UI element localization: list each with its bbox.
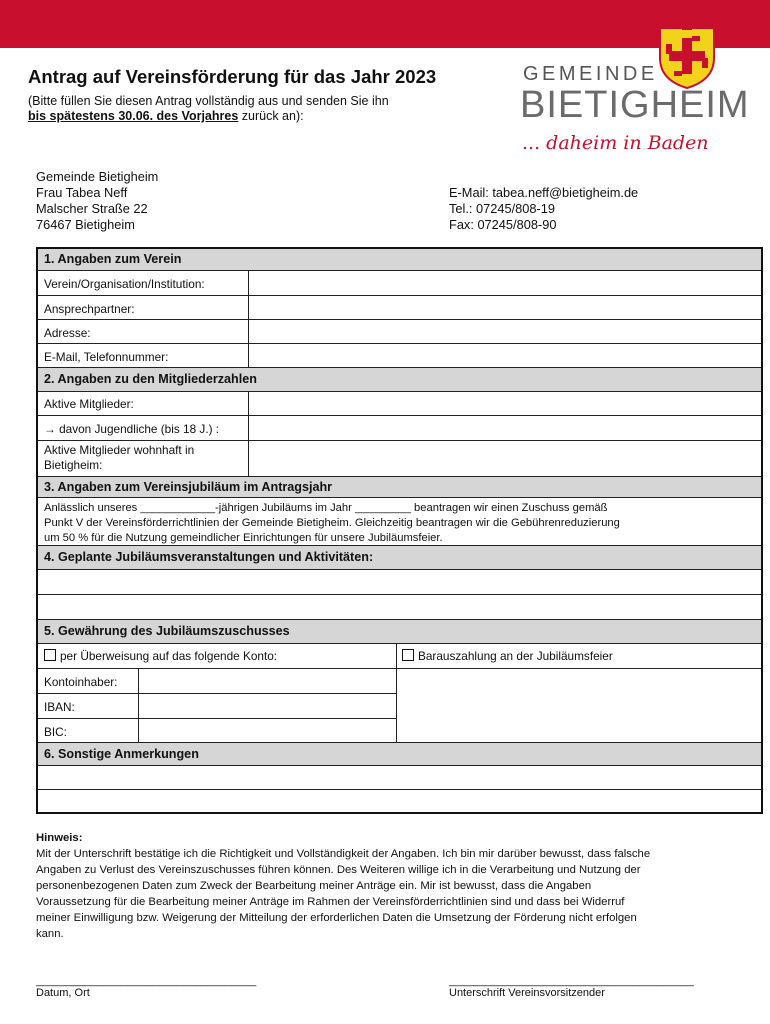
notice-line: meiner Einwilligung bzw. Weigerung der Mitteilung der erforderlichen Daten die Umsetzung der Förderung nicht erfolgen [36, 912, 637, 924]
iban-input[interactable] [139, 694, 396, 718]
address-line: Frau Tabea Neff [36, 185, 128, 200]
notice-line: Angaben zu Verlust des Vereinszuschusses führen können. Des Weiteren willige ich in die Verarbeitung und Nutzung der [36, 864, 641, 876]
wohnhaft-input[interactable] [249, 441, 761, 476]
intro-line: (Bitte füllen Sie diesen Antrag vollständig aus und senden Sie ihn [28, 94, 389, 108]
signature-chairman [449, 975, 694, 999]
section-2-header: 2. Angaben zu den Mitgliederzahlen [38, 368, 761, 392]
field-label: Aktive Mitglieder: [44, 397, 134, 411]
notice-block [36, 830, 733, 942]
field-wohnhaft-row [38, 441, 761, 477]
kontoinhaber-label: Kontoinhaber: [44, 675, 118, 689]
field-label: Verein/Organisation/Institution: [44, 277, 205, 291]
text-line: um 50 % für die Nutzung gemeindlicher Einrichtungen für unsere Jubiläumsfeier. [44, 532, 443, 544]
recipient-address [36, 169, 158, 233]
field-label [44, 443, 194, 473]
application-form [36, 247, 763, 814]
section-3-header: 3. Angaben zum Vereinsjubiläum im Antragsjahr [38, 477, 761, 498]
option-transfer-label: per Überweisung auf das folgende Konto: [60, 649, 278, 663]
contact-tel: Tel.: 07245/808-19 [449, 201, 556, 216]
top-red-bar [0, 0, 770, 48]
field-aktive-row [38, 392, 761, 416]
signature-label: Unterschrift Vereinsvorsitzender [449, 987, 605, 999]
remarks-input-1[interactable] [38, 766, 761, 790]
logo-name: BIETIGHEIM [520, 84, 750, 126]
intro-deadline: bis spätestens 30.06. des Vorjahres [28, 109, 239, 123]
logo-gemeinde: GEMEINDE [523, 63, 658, 85]
text-line: Punkt V der Vereinsförderrichtlinien der Gemeinde Bietigheim. Gleichzeitig beantragen wir die Gebührenreduzierung [44, 517, 620, 529]
remarks-input-2[interactable] [38, 790, 761, 812]
address-line: Malscher Straße 22 [36, 201, 148, 216]
activities-input-1[interactable] [38, 570, 761, 595]
iban-label: IBAN: [44, 700, 75, 714]
field-label: Adresse: [44, 326, 91, 340]
signature-line: ________________________________________ [449, 975, 694, 987]
contact-info [449, 185, 638, 233]
section-1-header: 1. Angaben zum Verein [38, 249, 761, 271]
column-divider [396, 644, 397, 742]
notice-line: kann. [36, 928, 64, 940]
field-ansprechpartner-row [38, 296, 761, 320]
option-cash[interactable] [402, 649, 613, 663]
adresse-input[interactable] [249, 320, 761, 343]
contact-fax: Fax: 07245/808-90 [449, 217, 557, 232]
row-divider [397, 668, 761, 669]
field-label: E-Mail, Telefonnummer: [44, 350, 169, 364]
section-6-header: 6. Sonstige Anmerkungen [38, 743, 761, 766]
section-3-text [38, 498, 761, 546]
field-label: → davon Jugendliche (bis 18 J.) : [44, 422, 220, 436]
activities-input-2[interactable] [38, 595, 761, 620]
jugendliche-input[interactable] [249, 416, 761, 440]
field-label-line: Bietigheim: [44, 458, 103, 472]
section-3-paragraph [44, 501, 620, 546]
date-place-label: Datum, Ort [36, 987, 90, 999]
ansprechpartner-input[interactable] [249, 296, 761, 319]
notice-line: Voraussetzung für die Bearbeitung meiner Anträge im Rahmen der Vereinsförderrichtlinien sind und dass bei Widerruf [36, 896, 625, 908]
contact-email: E-Mail: tabea.neff@bietigheim.de [449, 185, 639, 200]
signature-date-place [36, 975, 256, 999]
field-jugendliche-row [38, 416, 761, 441]
option-transfer[interactable] [44, 649, 277, 663]
field-verein-row [38, 271, 761, 296]
field-adresse-row [38, 320, 761, 344]
field-label-line: Aktive Mitglieder wohnhaft in [44, 443, 195, 457]
bic-label: BIC: [44, 725, 67, 739]
notice-heading: Hinweis: [36, 832, 83, 844]
bic-input[interactable] [139, 719, 396, 742]
notice-line: Mit der Unterschrift bestätige ich die Richtigkeit und Vollständigkeit der Angaben. Ich bin mir darüber bewusst, dass falsche [36, 848, 651, 860]
cash-checkbox[interactable] [402, 649, 414, 661]
coat-of-arms-icon [656, 14, 718, 90]
logo-slogan: ... daheim in Baden [522, 132, 709, 154]
email-phone-input[interactable] [249, 344, 761, 367]
page-title: Antrag auf Vereinsförderung für das Jahr 2023 [28, 66, 437, 87]
field-label: Ansprechpartner: [44, 302, 135, 316]
verein-input[interactable] [249, 271, 761, 295]
field-email-row [38, 344, 761, 368]
kontoinhaber-input[interactable] [139, 669, 396, 693]
section-5-header: 5. Gewährung des Jubiläumszuschusses [38, 620, 761, 644]
section-4-header: 4. Geplante Jubiläumsveranstaltungen und Aktivitäten: [38, 546, 761, 570]
intro-rest: zurück an): [238, 109, 304, 123]
aktive-mitglieder-input[interactable] [249, 392, 761, 415]
address-line: 76467 Bietigheim [36, 217, 135, 232]
intro-text [28, 94, 389, 124]
address-line: Gemeinde Bietigheim [36, 169, 159, 184]
option-cash-label: Barauszahlung an der Jubiläumsfeier [418, 649, 613, 663]
text-line: Anlässlich unseres ____________-jährigen Jubiläums im Jahr _________ beantragen wir einen Zuschuss gemäß [44, 502, 608, 514]
signature-line: ____________________________________ [36, 975, 257, 987]
notice-line: personenbezogenen Daten zum Zweck der Bearbeitung meiner Anträge ein. Mir ist bewusst, dass die Angaben [36, 880, 592, 892]
transfer-checkbox[interactable] [44, 649, 56, 661]
